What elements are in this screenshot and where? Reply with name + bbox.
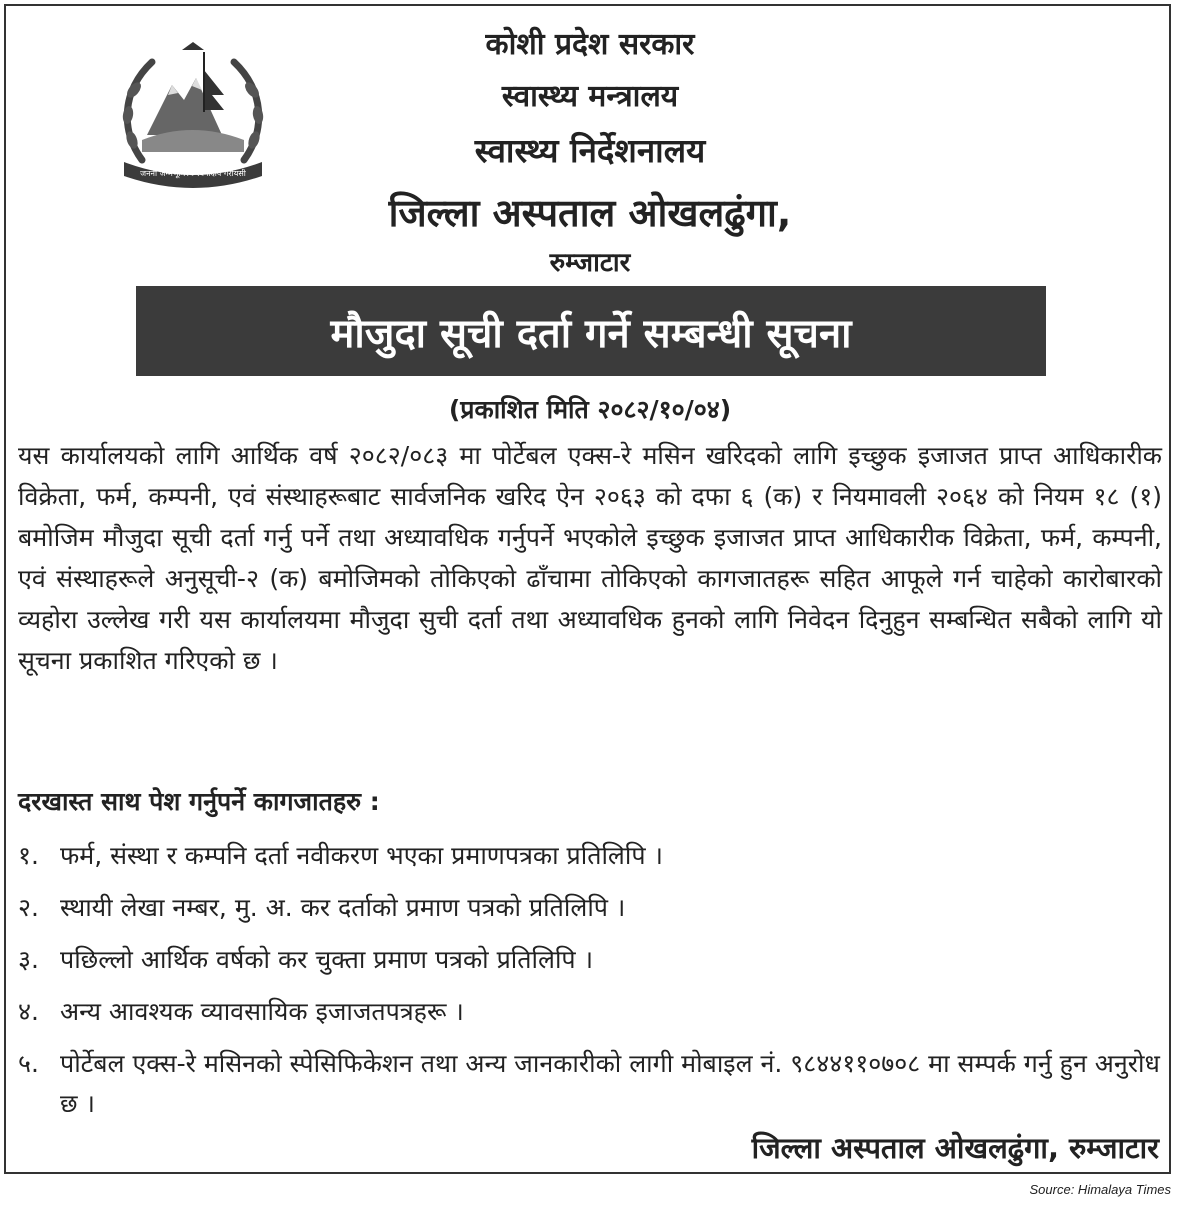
header-ministry: स्वास्थ्य मन्त्रालय bbox=[501, 79, 679, 114]
notice-body: यस कार्यालयको लागि आर्थिक वर्ष २०८२/०८३ मा पोर्टेबल एक्स-रे मसिन खरिदको लागि इच्छुक इजाजत प्राप्त आधिकारीक विक्रेता, फर्म, कम्पनी, एवं संस्थाहरूबाट सार्वजनिक खरिद ऐन २०६३ को दफा ६ (क) र नियमावली २०६४ को नियम १८ (१) बमोजिम मौजुदा सूची दर्ता गर्नु पर्ने तथा अध्यावधिक गर्नुपर्ने भएकोले इच्छुक इजाजत प्राप्त आधिकारीक विक्रेता, फर्म, कम्पनी, एवं संस्थाहरूले अनुसूची-२ (क) बमोजिमको तोकिएको ढाँचामा तोकिएको कागजातहरू सहित आफूले गर्न चाहेको कारोबारको व्यहोरा उल्लेख गरी यस कार्यालयमा मौजुदा सुची दर्ता तथा अध्यावधिक हुनको लागि निवेदन दिनुहुन सम्बन्धित सबैको लागि यो सूचना प्रकाशित गरिएको छ । bbox=[18, 441, 1162, 675]
emblem-motto: जननी जन्मभूमिश्च स्वर्गादपि गरीयसी bbox=[140, 169, 246, 178]
list-item-number: ५. bbox=[18, 1049, 39, 1078]
list-item bbox=[18, 888, 1162, 928]
list-item bbox=[18, 940, 1162, 980]
header-location: रुम्जाटार bbox=[549, 248, 631, 278]
header-province: कोशी प्रदेश सरकार bbox=[485, 27, 695, 62]
list-item-text: पछिल्लो आर्थिक वर्षको कर चुक्ता प्रमाण पत्रको प्रतिलिपि । bbox=[60, 945, 594, 974]
list-item-text: स्थायी लेखा नम्बर, मु. अ. कर दर्ताको प्रमाण पत्रको प्रतिलिपि । bbox=[60, 893, 626, 922]
list-item bbox=[18, 1044, 1162, 1124]
nepal-emblem-icon bbox=[112, 40, 274, 188]
source-credit: Source: Himalaya Times bbox=[1029, 1182, 1171, 1197]
list-item-text: फर्म, संस्था र कम्पनि दर्ता नवीकरण भएका प्रमाणपत्रका प्रतिलिपि । bbox=[60, 841, 663, 870]
list-item-number: १. bbox=[18, 841, 39, 870]
notice-title: मौजुदा सूची दर्ता गर्ने सम्बन्धी सूचना bbox=[136, 286, 1046, 376]
list-item-number: २. bbox=[18, 893, 39, 922]
header-directorate: स्वास्थ्य निर्देशनालय bbox=[474, 131, 706, 170]
list-item-text: पोर्टेबल एक्स-रे मसिनको स्पेसिफिकेशन तथा अन्य जानकारीको लागी मोबाइल नं. ९८४४११०७०८ मा सम्पर्क गर्नु हुन अनुरोध छ । bbox=[60, 1049, 1160, 1118]
documents-heading: दरखास्त साथ पेश गर्नुपर्ने कागजातहरु : bbox=[18, 787, 380, 816]
documents-list bbox=[18, 836, 1162, 1136]
list-item-text: अन्य आवश्यक व्यावसायिक इजाजतपत्रहरू । bbox=[60, 997, 464, 1026]
header-hospital: जिल्ला अस्पताल ओखलढुंगा, bbox=[388, 191, 792, 235]
list-item bbox=[18, 992, 1162, 1032]
list-item bbox=[18, 836, 1162, 876]
signature: जिल्ला अस्पताल ओखलढुंगा, रुम्जाटार bbox=[751, 1131, 1159, 1165]
list-item-number: ३. bbox=[18, 945, 39, 974]
published-date: (प्रकाशित मिति २०८२/१०/०४) bbox=[448, 395, 732, 424]
list-item-number: ४. bbox=[18, 997, 39, 1026]
